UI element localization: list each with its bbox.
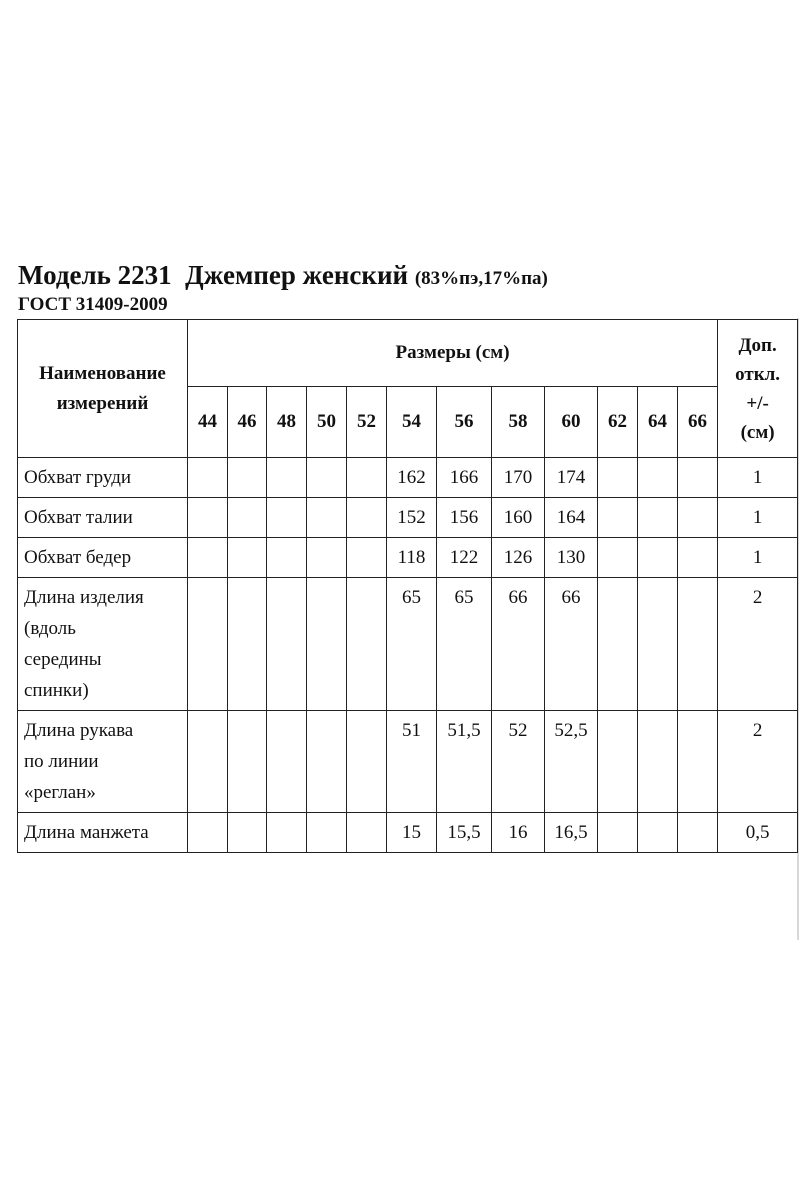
- size-52-value: [347, 498, 387, 538]
- size-46-header: 46: [228, 387, 267, 458]
- sizes-header: Размеры (см): [188, 320, 718, 387]
- measurement-name-line: Обхват бедер: [24, 547, 132, 568]
- size-58-value: 170: [492, 458, 545, 498]
- measurement-name-line: спинки): [24, 680, 89, 701]
- size-46-value: [228, 813, 267, 853]
- table-row: [18, 578, 798, 711]
- size-50-value: [307, 711, 347, 813]
- measurement-rows: [18, 458, 798, 853]
- size-66-value: [678, 578, 718, 711]
- size-54-value: 152: [387, 498, 437, 538]
- size-54-value: 15: [387, 813, 437, 853]
- table-row: [18, 498, 798, 538]
- size-66-value: [678, 498, 718, 538]
- fabric-composition: (83%пэ,17%па): [414, 268, 548, 289]
- size-48-value: [267, 578, 307, 711]
- size-52-value: [347, 711, 387, 813]
- size-58-value: 66: [492, 578, 545, 711]
- size-66-value: [678, 538, 718, 578]
- size-62-value: [598, 538, 638, 578]
- size-44-value: [188, 711, 228, 813]
- size-48-value: [267, 458, 307, 498]
- size-56-value: 15,5: [437, 813, 492, 853]
- size-56-value: 122: [437, 538, 492, 578]
- size-60-value: 16,5: [545, 813, 598, 853]
- tolerance-header-line: откл.: [735, 363, 781, 385]
- size-64-value: [638, 578, 678, 711]
- size-46-value: [228, 498, 267, 538]
- measurement-name: [18, 813, 188, 853]
- size-56-header: 56: [437, 387, 492, 458]
- size-52-value: [347, 813, 387, 853]
- size-64-value: [638, 813, 678, 853]
- measurement-name-line: Длина изделия: [24, 587, 144, 608]
- measurement-name-header-line: Наименование: [39, 362, 166, 384]
- size-58-value: 52: [492, 711, 545, 813]
- size-chart-table: [17, 319, 798, 853]
- model-title: [18, 258, 788, 296]
- size-54-value: 118: [387, 538, 437, 578]
- size-46-value: [228, 458, 267, 498]
- table-row: [18, 711, 798, 813]
- size-62-value: [598, 458, 638, 498]
- size-54-value: 162: [387, 458, 437, 498]
- size-58-value: 126: [492, 538, 545, 578]
- tolerance-value: 0,5: [718, 813, 798, 853]
- measurement-name-header-line: измерений: [56, 392, 149, 414]
- measurement-name: [18, 458, 188, 498]
- size-64-value: [638, 498, 678, 538]
- measurement-name-line: «реглан»: [24, 782, 96, 803]
- table-row: [18, 538, 798, 578]
- size-50-value: [307, 458, 347, 498]
- size-46-value: [228, 538, 267, 578]
- table-row: [18, 458, 798, 498]
- size-66-value: [678, 458, 718, 498]
- tolerance-value: 2: [718, 711, 798, 813]
- measurement-name: [18, 578, 188, 711]
- size-62-value: [598, 498, 638, 538]
- size-44-value: [188, 578, 228, 711]
- size-66-value: [678, 711, 718, 813]
- product-name: Джемпер женский: [185, 260, 409, 290]
- size-50-header: 50: [307, 387, 347, 458]
- measurement-name: [18, 711, 188, 813]
- size-48-value: [267, 711, 307, 813]
- tolerance-value: 1: [718, 458, 798, 498]
- size-60-header: 60: [545, 387, 598, 458]
- header-row-top: [18, 320, 798, 387]
- table-row: [18, 813, 798, 853]
- gost-standard: ГОСТ 31409-2009: [18, 294, 168, 315]
- measurement-name-line: Обхват талии: [24, 507, 133, 528]
- size-54-header: 54: [387, 387, 437, 458]
- size-66-header: 66: [678, 387, 718, 458]
- measurement-name-header: [18, 320, 188, 458]
- size-56-value: 51,5: [437, 711, 492, 813]
- size-50-value: [307, 813, 347, 853]
- measurement-name: [18, 498, 188, 538]
- size-66-value: [678, 813, 718, 853]
- size-54-value: 65: [387, 578, 437, 711]
- size-56-value: 65: [437, 578, 492, 711]
- tolerance-header-line: (см): [740, 421, 775, 443]
- size-48-header: 48: [267, 387, 307, 458]
- size-58-header: 58: [492, 387, 545, 458]
- size-64-value: [638, 538, 678, 578]
- size-62-value: [598, 711, 638, 813]
- measurement-name-line: Длина рукава: [24, 720, 134, 741]
- size-52-value: [347, 578, 387, 711]
- size-62-header: 62: [598, 387, 638, 458]
- size-56-value: 166: [437, 458, 492, 498]
- size-46-value: [228, 578, 267, 711]
- size-44-value: [188, 813, 228, 853]
- size-54-value: 51: [387, 711, 437, 813]
- size-64-header: 64: [638, 387, 678, 458]
- size-48-value: [267, 813, 307, 853]
- size-52-header: 52: [347, 387, 387, 458]
- size-52-value: [347, 458, 387, 498]
- size-62-value: [598, 578, 638, 711]
- tolerance-value: 1: [718, 498, 798, 538]
- size-58-value: 16: [492, 813, 545, 853]
- measurement-name-line: Длина манжета: [24, 822, 149, 843]
- tolerance-header: [718, 320, 798, 458]
- measurement-name-line: Обхват груди: [24, 467, 132, 488]
- size-44-header: 44: [188, 387, 228, 458]
- measurement-name-line: по линии: [24, 751, 99, 772]
- model-number: Модель 2231: [18, 260, 172, 290]
- size-44-value: [188, 458, 228, 498]
- tolerance-header-line: +/-: [746, 392, 769, 414]
- size-58-value: 160: [492, 498, 545, 538]
- size-46-value: [228, 711, 267, 813]
- size-64-value: [638, 711, 678, 813]
- size-48-value: [267, 498, 307, 538]
- size-60-value: 174: [545, 458, 598, 498]
- size-44-value: [188, 498, 228, 538]
- size-64-value: [638, 458, 678, 498]
- tolerance-value: 1: [718, 538, 798, 578]
- size-60-value: 164: [545, 498, 598, 538]
- tolerance-value: 2: [718, 578, 798, 711]
- tolerance-header-line: Доп.: [738, 334, 777, 356]
- size-52-value: [347, 538, 387, 578]
- measurement-name-line: (вдоль: [24, 618, 76, 639]
- size-60-value: 66: [545, 578, 598, 711]
- size-56-value: 156: [437, 498, 492, 538]
- size-44-value: [188, 538, 228, 578]
- size-50-value: [307, 498, 347, 538]
- size-48-value: [267, 538, 307, 578]
- measurement-name-line: середины: [24, 649, 102, 670]
- measurement-name: [18, 538, 188, 578]
- document-header: [18, 258, 788, 316]
- size-50-value: [307, 578, 347, 711]
- size-60-value: 130: [545, 538, 598, 578]
- size-62-value: [598, 813, 638, 853]
- size-60-value: 52,5: [545, 711, 598, 813]
- size-50-value: [307, 538, 347, 578]
